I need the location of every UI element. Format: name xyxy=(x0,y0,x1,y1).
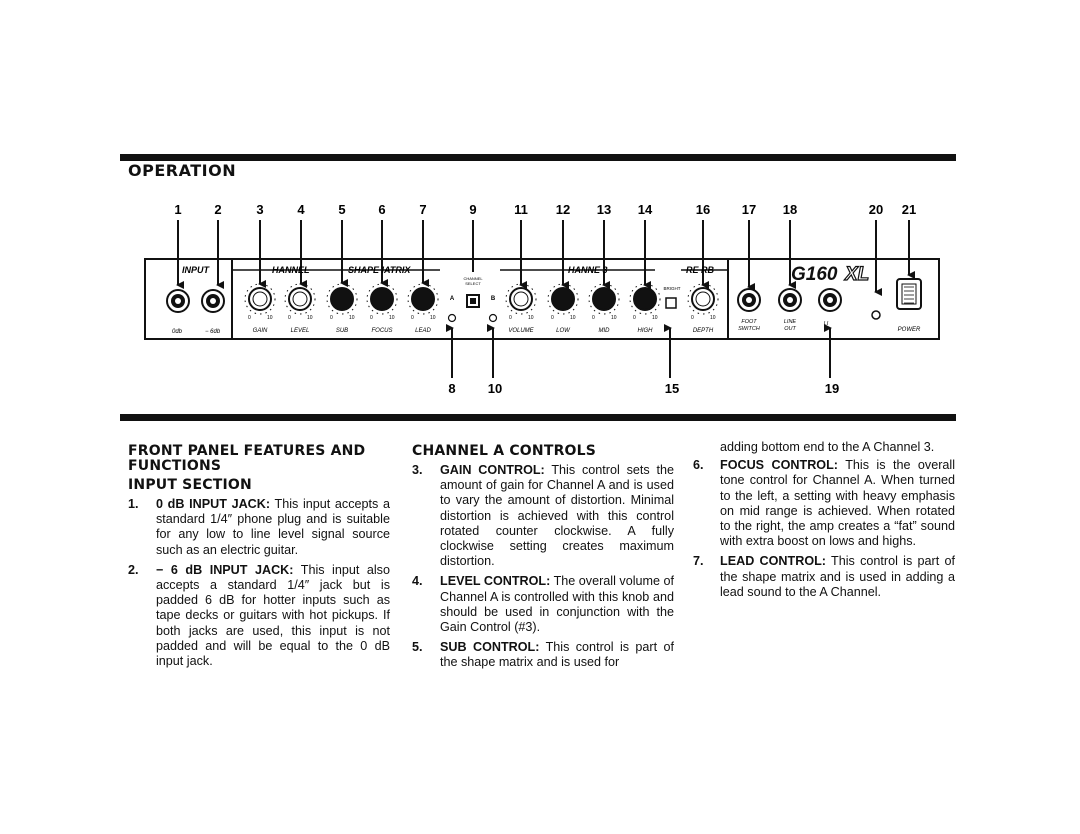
knob-label: FOCUS xyxy=(371,328,393,334)
model-logo-suffix: XL xyxy=(845,264,870,285)
item-label: GAIN CONTROL: xyxy=(440,463,545,477)
knob xyxy=(593,288,615,310)
top-rule xyxy=(120,154,956,161)
scale-max: 10 xyxy=(710,315,716,321)
callout-number: 12 xyxy=(555,202,571,217)
callout-number: 13 xyxy=(596,202,612,217)
jack-label: 0db xyxy=(172,329,183,335)
scale-max: 10 xyxy=(570,315,576,321)
group-label: RE RB xyxy=(686,265,715,275)
item-4 xyxy=(412,574,674,635)
column-channel-a xyxy=(412,440,674,676)
scale-min: 0 xyxy=(592,315,595,321)
jack-label: FOOT xyxy=(741,319,757,325)
section-heading: OPERATION xyxy=(128,161,237,180)
knob-label: LEAD xyxy=(415,328,431,334)
item-number: 4. xyxy=(412,574,423,589)
item-label: 0 dB INPUT JACK: xyxy=(156,497,271,511)
jack-label: LINE xyxy=(783,319,797,325)
knob xyxy=(510,288,532,310)
foot-switch-jack-hole xyxy=(746,297,752,303)
callout-number: 18 xyxy=(782,202,798,217)
item-label: − 6 dB INPUT JACK: xyxy=(156,562,294,577)
led-label: A xyxy=(449,296,455,302)
callout-number: 14 xyxy=(637,202,653,217)
column-channel-a-cont xyxy=(693,440,955,605)
led-label: B xyxy=(490,296,496,302)
scale-min: 0 xyxy=(509,315,512,321)
scale-max: 10 xyxy=(267,315,273,321)
scale-min: 0 xyxy=(691,315,694,321)
middle-rule xyxy=(120,414,956,421)
callout-number: 11 xyxy=(514,202,528,217)
item-text: The overall volume of Channel A is controlled with this knob and should be used in conjunction with the Gain Control (#3). xyxy=(440,574,675,635)
callout-number: 20 xyxy=(868,202,884,217)
item-1 xyxy=(128,497,390,558)
scale-min: 0 xyxy=(248,315,251,321)
group-label: INPUT xyxy=(182,265,209,275)
input-jack-0db-hole xyxy=(175,298,181,304)
callout-number: 6 xyxy=(378,202,386,217)
continuation-text: adding bottom end to the A Channel 3. xyxy=(720,440,935,454)
jack-label: OUT xyxy=(784,326,796,332)
callout-number: 21 xyxy=(901,202,917,217)
group-label: SHAPE IATRIX xyxy=(348,265,411,275)
knob-label: DEPTH xyxy=(692,328,714,334)
scale-min: 0 xyxy=(288,315,291,321)
knob xyxy=(249,288,271,310)
scale-min: 0 xyxy=(411,315,414,321)
item-label: FOCUS CONTROL: xyxy=(720,458,838,473)
callout-number: 19 xyxy=(824,381,840,396)
item-number: 2. xyxy=(128,562,139,577)
channel-select-switch-core xyxy=(470,298,476,304)
front-panel-diagram xyxy=(0,195,1080,405)
bright-switch xyxy=(666,298,676,308)
callout-number: 15 xyxy=(664,381,680,396)
knob-label: SUB xyxy=(335,328,349,334)
knob xyxy=(331,288,353,310)
scale-max: 10 xyxy=(528,315,534,321)
callout-number: 8 xyxy=(448,381,456,396)
knob-label: LEVEL xyxy=(290,328,310,334)
group-label: HANNE 3 xyxy=(568,265,608,275)
knob xyxy=(634,288,656,310)
callout-number: 2 xyxy=(214,202,222,217)
scale-max: 10 xyxy=(389,315,395,321)
item-text: This control is part of the shape matrix and is used for xyxy=(440,640,674,670)
item-7 xyxy=(693,554,955,600)
input-section-heading: INPUT SECTION xyxy=(128,477,252,493)
knob xyxy=(371,288,393,310)
item-number: 7. xyxy=(693,554,704,569)
model-logo: G160 xyxy=(791,264,838,285)
item-number: 1. xyxy=(128,497,139,511)
scale-min: 0 xyxy=(633,315,636,321)
callout-number: 5 xyxy=(338,202,346,217)
callout-number: 10 xyxy=(487,381,503,396)
jack-label: LI xyxy=(823,321,829,327)
scale-max: 10 xyxy=(430,315,436,321)
item-text: This control sets the amount of gain for Channel A and is used to vary the amount of distortion. Minimal distortion is achieved with this control rotated counter clockwise. A fully clockwise setting creates maximum distortion. xyxy=(440,463,674,569)
knob-label: LOW xyxy=(556,328,570,334)
callout-number: 4 xyxy=(297,202,305,217)
knob-label: MID xyxy=(598,328,610,334)
power-label: POWER xyxy=(897,327,921,333)
group-label: HANNEL xyxy=(272,265,310,275)
callout-number: 16 xyxy=(695,202,711,217)
item-2 xyxy=(128,563,390,669)
scale-min: 0 xyxy=(370,315,373,321)
switch-label: BRIGHT xyxy=(663,286,681,291)
knob xyxy=(692,288,714,310)
input-jack-minus6db-hole xyxy=(210,298,216,304)
item-text: This input also accepts a standard 1/4″ jack but is padded 6 dB for hotter inputs such as tape decks or guitars with hot pickups. If both jacks are used, this input is not padded and will be equal to the 0 dB input jack. xyxy=(156,562,390,669)
item-3 xyxy=(412,463,674,569)
item-number: 3. xyxy=(412,463,423,477)
knob-label: VOLUME xyxy=(508,328,534,334)
callout-number: 17 xyxy=(741,202,757,217)
led-b xyxy=(490,315,497,322)
switch-label: SELECT xyxy=(465,281,481,286)
callout-number: 3 xyxy=(256,202,264,217)
item-text: This input accepts a standard 1/4″ phone plug and is suitable for any low to line level signal source such as an electric guitar. xyxy=(156,497,390,557)
knob-label: HIGH xyxy=(637,328,653,334)
jack-label: SWITCH xyxy=(738,326,760,332)
callout-number: 9 xyxy=(469,202,477,217)
item-label: SUB CONTROL: xyxy=(440,640,540,655)
scale-max: 10 xyxy=(307,315,313,321)
scale-min: 0 xyxy=(330,315,333,321)
item-text: This is the overall tone control for Channel A. When turned to the left, a setting with heavy emphasis on mid range is achieved. When rotated to the right, the amp creates a “fat” sound with extra boost on lows and highs. xyxy=(720,458,955,549)
power-led xyxy=(872,311,880,319)
item-label: LEAD CONTROL: xyxy=(720,554,826,569)
item-6 xyxy=(693,458,955,549)
column-input-section xyxy=(128,440,390,674)
switch-label: CHANNEL xyxy=(463,276,483,281)
jack-label: − 6db xyxy=(205,329,221,335)
callout-number: 7 xyxy=(419,202,427,217)
led-a xyxy=(449,315,456,322)
knob-label: GAIN xyxy=(252,328,268,334)
line-in-jack-hole xyxy=(827,297,833,303)
features-title: FRONT PANEL FEATURES AND FUNCTIONS xyxy=(128,443,366,474)
scale-max: 10 xyxy=(349,315,355,321)
knob xyxy=(412,288,434,310)
knob xyxy=(552,288,574,310)
knob xyxy=(289,288,311,310)
item-5 xyxy=(412,640,674,670)
scale-max: 10 xyxy=(611,315,617,321)
item-number: 6. xyxy=(693,458,704,473)
item-label: LEVEL CONTROL: xyxy=(440,574,551,589)
callout-number: 1 xyxy=(174,202,182,217)
scale-max: 10 xyxy=(652,315,658,321)
item-number: 5. xyxy=(412,640,423,655)
scale-min: 0 xyxy=(551,315,554,321)
channel-a-heading: CHANNEL A CONTROLS xyxy=(412,443,597,459)
line-out-jack-hole xyxy=(787,297,793,303)
item-text: This control is part of the shape matrix and is used in adding a lead sound to the A Channel. xyxy=(720,554,955,599)
